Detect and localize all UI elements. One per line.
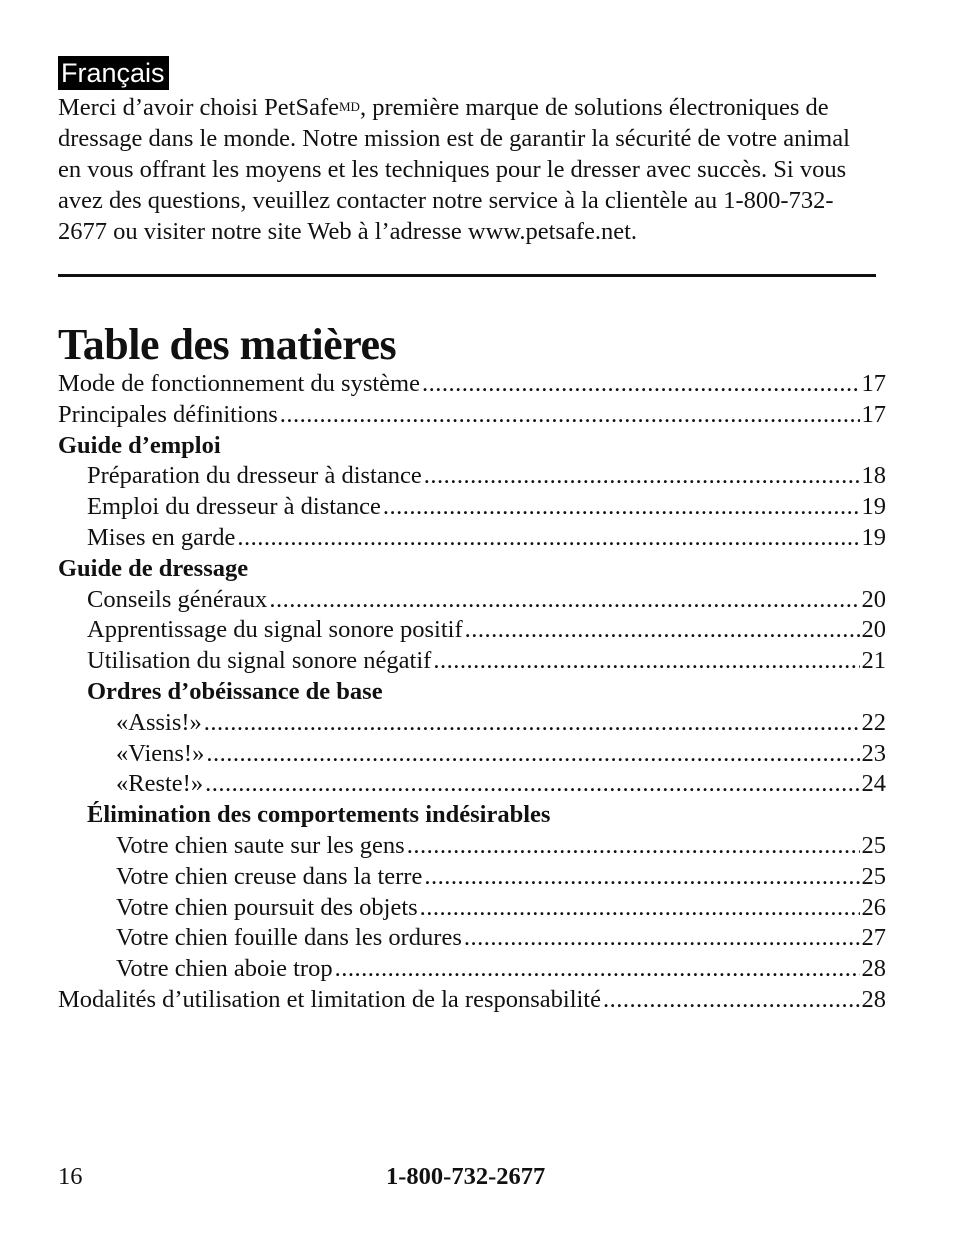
- toc-section-heading: Guide d’emploi: [58, 431, 221, 459]
- page: [58, 56, 886, 1016]
- toc-entry-label: Principales définitions: [58, 400, 278, 428]
- toc-entry-page: 19: [861, 523, 886, 551]
- toc-entry-page: 28: [861, 955, 886, 983]
- toc-entry[interactable]: [58, 523, 886, 554]
- toc-entry-label: Emploi du dresseur à distance: [87, 493, 381, 521]
- toc-entry-page: 22: [861, 708, 886, 736]
- toc-leader-dots: [407, 831, 860, 862]
- toc-entry-page: 19: [861, 493, 886, 521]
- toc-entry[interactable]: [58, 585, 886, 616]
- toc-leader-dots: [422, 369, 860, 400]
- toc-leader-dots: [464, 923, 860, 954]
- toc-entry-label: Votre chien poursuit des objets: [116, 893, 418, 921]
- toc-entry-label: «Viens!»: [116, 739, 205, 767]
- toc-entry-page: 24: [861, 770, 886, 798]
- toc-entry[interactable]: [58, 831, 886, 862]
- toc-entry[interactable]: [58, 400, 886, 431]
- toc-subsection-heading: Ordres d’obéissance de base: [87, 677, 383, 705]
- toc-entry[interactable]: [58, 461, 886, 492]
- toc-leader-dots: [335, 954, 860, 985]
- toc-leader-dots: [420, 893, 860, 924]
- toc-subsection-heading: Élimination des comportements indésirables: [87, 801, 551, 829]
- toc-entry[interactable]: [58, 369, 886, 400]
- intro-text-start: Merci d’avoir choisi PetSafe: [58, 94, 339, 121]
- toc-leader-dots: [269, 585, 859, 616]
- toc-entry-label: Votre chien fouille dans les ordures: [116, 924, 462, 952]
- toc-entry[interactable]: [58, 615, 886, 646]
- toc-leader-dots: [433, 646, 859, 677]
- toc-entry-label: Utilisation du signal sonore négatif: [87, 647, 432, 675]
- separator-rule: [58, 274, 876, 277]
- trademark-mark: MD: [338, 99, 360, 114]
- intro-text-rest: , première marque de solutions électroniques de dressage dans le monde. Notre mission est de garantir la sécurité de votre animal en vous offrant les moyens et les techniques pour le dresser avec succès. Si vous avez des questions, veuillez contacter notre service à la clientèle au 1-800-732-2677 ou visiter notre site Web à l’adresse www.petsafe.net.: [58, 94, 850, 245]
- language-label: Français: [58, 56, 169, 90]
- toc-entry-page: 20: [861, 585, 886, 613]
- toc-entry[interactable]: [58, 769, 886, 800]
- toc-entry-label: Votre chien aboie trop: [116, 955, 333, 983]
- toc-title: Table des matières: [58, 320, 397, 369]
- toc-leader-dots: [205, 769, 859, 800]
- toc-leader-dots: [237, 523, 859, 554]
- toc-entry-label: «Reste!»: [116, 770, 204, 798]
- toc-entry[interactable]: [58, 862, 886, 893]
- toc-entry-label: Apprentissage du signal sonore positif: [87, 616, 463, 644]
- toc-entry-label: Modalités d’utilisation et limitation de la responsabilité: [58, 985, 601, 1013]
- toc-entry-page: 23: [861, 739, 886, 767]
- toc-entry[interactable]: [58, 708, 886, 739]
- toc-entry-page: 28: [861, 985, 886, 1013]
- toc-entry-page: 26: [861, 893, 886, 921]
- toc-entry-page: 17: [861, 400, 886, 428]
- page-number: 16: [58, 1163, 83, 1190]
- toc-leader-dots: [206, 739, 859, 770]
- toc-entry-label: Mises en garde: [87, 523, 236, 551]
- toc-entry-page: 18: [861, 462, 886, 490]
- toc-entry-label: Préparation du dresseur à distance: [87, 462, 422, 490]
- toc-entry[interactable]: [58, 646, 886, 677]
- toc-entry[interactable]: [58, 492, 886, 523]
- toc-entry-page: 27: [861, 924, 886, 952]
- toc-entry-page: 20: [861, 616, 886, 644]
- toc-entry-page: 17: [861, 370, 886, 397]
- toc-leader-dots: [383, 492, 860, 523]
- toc-entry-label: Mode de fonctionnement du système: [58, 370, 420, 397]
- toc-entry-page: 21: [861, 647, 886, 675]
- toc-leader-dots: [465, 615, 860, 646]
- toc-entry-page: 25: [861, 862, 886, 890]
- table-of-contents: [58, 369, 886, 1016]
- toc-entry-label: «Assis!»: [116, 708, 202, 736]
- toc-section-heading: Guide de dressage: [58, 554, 249, 582]
- intro-paragraph: [58, 92, 878, 247]
- toc-leader-dots: [603, 985, 860, 1016]
- toc-entry[interactable]: [58, 954, 886, 985]
- toc-entry-label: Votre chien saute sur les gens: [116, 831, 405, 859]
- toc-leader-dots: [424, 862, 859, 893]
- footer-phone: 1-800-732-2677: [386, 1163, 546, 1190]
- toc-entry[interactable]: [58, 739, 886, 770]
- toc-entry[interactable]: [58, 893, 886, 924]
- toc-leader-dots: [280, 400, 860, 431]
- toc-entry[interactable]: [58, 985, 886, 1016]
- toc-entry-label: Votre chien creuse dans la terre: [116, 862, 423, 890]
- toc-leader-dots: [204, 708, 860, 739]
- toc-entry-label: Conseils généraux: [87, 585, 268, 613]
- toc-leader-dots: [424, 461, 860, 492]
- toc-entry[interactable]: [58, 923, 886, 954]
- toc-entry-page: 25: [861, 831, 886, 859]
